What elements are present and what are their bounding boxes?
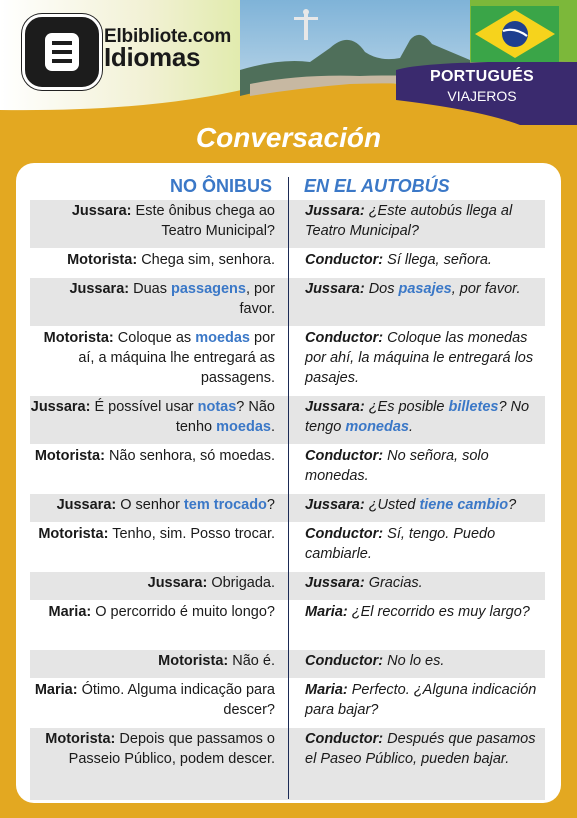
column-header-portuguese: NO ÔNIBUS [169,176,272,196]
speaker-name: Jussara: [305,203,365,219]
speaker-name: Motorista: [38,526,109,542]
dialogue-text: O senhor [120,497,184,513]
dialogue-text: . [270,419,275,435]
dialogue-text: ? No tengo [305,399,530,435]
page-title: Conversación [195,122,382,153]
spanish-line [305,728,543,769]
logo-icon [22,14,102,90]
dialogue-text: Gracias. [368,575,423,591]
dialogue-text: ¿El recorrido es muy largo? [351,604,530,620]
portuguese-line [30,650,275,671]
brand-name: Elbibliote.com [104,26,232,47]
portuguese-line [30,572,275,593]
portuguese-line [30,601,275,622]
dialogue-text: ? [508,497,517,513]
dialogue-text: O percorrido é muito longo? [95,604,275,620]
speaker-name: Maria: [305,682,348,698]
dialogue-text: Ótimo. Alguma indicação para descer? [81,682,275,718]
spanish-line [305,601,543,622]
dialogue-text: Depois que passamos o Passeio Público, podem descer. [68,731,275,767]
speaker-name: Jussara: [305,281,365,297]
vocabulary-highlight: tem trocado [183,497,267,513]
portuguese-line [30,728,275,769]
spanish-line [305,650,543,671]
dialogue-text: Obrigada. [211,575,275,591]
dialogue-text: , por favor. [239,281,275,317]
dialogue-text: . [409,419,414,435]
portuguese-line [30,396,275,437]
portuguese-line [30,679,275,720]
spanish-line [305,445,543,486]
speaker-name: Maria: [305,604,348,620]
dialogue-text: Dos [368,281,399,297]
column-header-spanish: EN EL AUTOBÚS [304,176,450,196]
spanish-line [305,572,543,593]
speaker-name: Motorista: [34,448,105,464]
speaker-name: Motorista: [158,653,229,669]
spanish-line [305,396,543,437]
dialogue-text: Este ônibus chega ao Teatro Municipal? [135,203,275,239]
speaker-name: Maria: [48,604,92,620]
portuguese-line [30,327,275,388]
dialogue-text: Chega sim, senhora. [141,252,275,268]
portuguese-line [30,278,275,319]
dialogue-text: ? [266,497,275,513]
dialogue-text: ¿Usted [368,497,420,513]
speaker-name: Jussara: [30,399,91,415]
portuguese-line [30,494,275,515]
conversation-card [16,163,561,803]
spanish-line [305,494,543,515]
spanish-line [305,327,543,388]
dialogue-text: No señora, solo monedas. [305,448,489,484]
dialogue-text: No lo es. [387,653,445,669]
language-label: PORTUGUÉS [429,68,535,85]
vocabulary-highlight: pasajes [398,281,452,297]
vocabulary-highlight: passagens [171,281,246,297]
portuguese-line [30,249,275,270]
speaker-name: Jussara: [305,399,365,415]
dialogue-text: Coloque las monedas por ahí, la máquina le entregará los pasajes. [305,330,534,386]
speaker-name: Motorista: [67,252,138,268]
vocabulary-highlight: billetes [448,399,499,415]
vocabulary-highlight: monedas [345,419,409,435]
dialogue-text: Tenho, sim. Posso trocar. [112,526,275,542]
vocabulary-highlight: tiene cambio [419,497,509,513]
dialogue-text: Después que pasamos el Paseo Público, pueden bajar. [305,731,536,767]
speaker-name: Jussara: [71,203,132,219]
column-divider [288,177,289,799]
speaker-name: Motorista: [43,330,114,346]
vocabulary-highlight: moedas [195,330,250,346]
speaker-name: Maria: [34,682,78,698]
spanish-line [305,278,543,299]
dialogue-text: Perfecto. ¿Alguna indicación para bajar? [305,682,537,718]
spanish-line [305,679,543,720]
vocabulary-highlight: moedas [216,419,271,435]
brazil-flag [471,6,559,62]
speaker-name: Jussara: [305,575,365,591]
spanish-line [305,523,543,564]
header-banner [0,0,577,125]
dialogue-text: É possível usar [94,399,198,415]
dialogue-text: ¿Es posible [368,399,449,415]
portuguese-line [30,523,275,544]
brand-subtitle: Idiomas [104,42,201,72]
speaker-name: Jussara: [147,575,208,591]
vocabulary-highlight: notas [197,399,237,415]
dialogue-text: Não é. [232,653,275,669]
dialogue-text: Sí, tengo. Puedo cambiarle. [305,526,496,562]
dialogue-text: ? Não tenho [175,399,275,435]
speaker-name: Conductor: [305,731,384,747]
speaker-name: Motorista: [45,731,116,747]
speaker-name: Conductor: [305,252,384,268]
speaker-name: Conductor: [305,653,384,669]
speaker-name: Jussara: [69,281,130,297]
language-badge [422,67,542,105]
speaker-name: Jussara: [56,497,117,513]
speaker-name: Conductor: [305,448,384,464]
dialogue-text: Sí llega, señora. [387,252,492,268]
level-label: VIAJEROS [447,88,517,104]
portuguese-line [30,200,275,241]
speaker-name: Conductor: [305,330,384,346]
spanish-line [305,249,543,270]
dialogue-text: por aí, a máquina lhe entregará as passagens. [78,330,275,386]
portuguese-line [30,445,275,466]
dialogue-text: Coloque as [117,330,196,346]
dialogue-text: Não senhora, só moedas. [108,448,275,464]
dialogue-text: , por favor. [451,281,521,297]
spanish-line [305,200,543,241]
dialogue-text: Duas [133,281,172,297]
dialogue-text: ¿Este autobús llega al Teatro Municipal? [305,203,513,239]
speaker-name: Conductor: [305,526,384,542]
speaker-name: Jussara: [305,497,365,513]
